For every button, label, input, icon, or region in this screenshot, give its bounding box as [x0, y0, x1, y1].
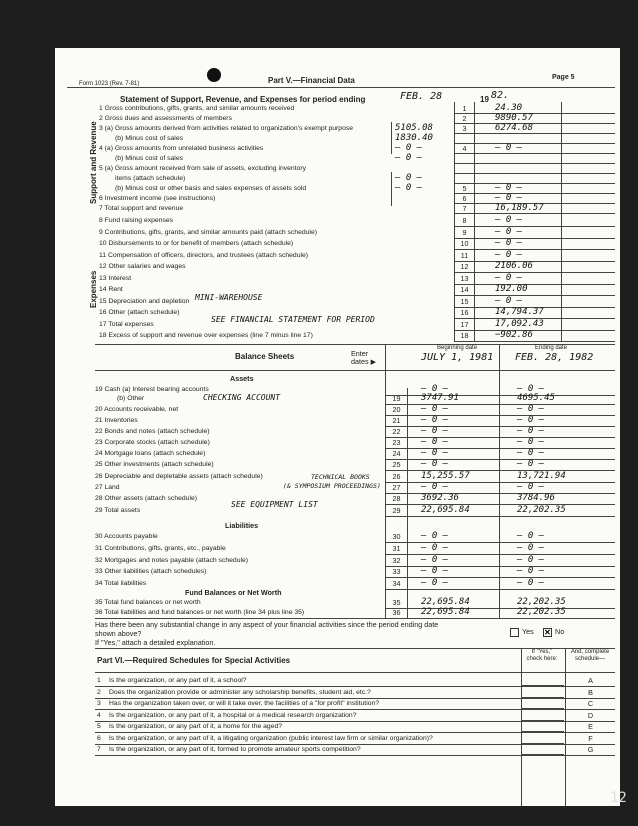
balance-end-value[interactable]: — 0 —: [517, 437, 545, 447]
balance-begin-value[interactable]: — 0 —: [421, 415, 449, 425]
revenue-row-rule: [454, 213, 615, 214]
no-checkbox[interactable]: ✕: [544, 628, 551, 637]
balance-row-number: 22: [392, 427, 401, 436]
balance-begin-value[interactable]: — 0 —: [421, 555, 449, 565]
revenue-line-label: (b) Minus cost of sales: [115, 155, 183, 162]
revenue-line-label: 3 (a) Gross amounts derived from activities related to organization's exempt purpose: [99, 125, 354, 132]
revenue-row-rule: [454, 113, 615, 114]
expense-line-label: 11 Compensation of officers, directors, and trustees (attach schedule): [99, 251, 309, 259]
balance-end-value[interactable]: — 0 —: [517, 459, 545, 469]
expense-line-number: 10: [460, 239, 469, 248]
revenue-line-label: 6 Investment income (see instructions): [99, 195, 216, 202]
balance-end-value[interactable]: 4695.45: [517, 393, 555, 403]
part6-schedule-col: And, complete schedule—: [570, 649, 610, 662]
part6-question-number: 4: [97, 711, 101, 719]
balance-row-rule: [385, 437, 615, 438]
balance-row-rule: [385, 589, 615, 590]
balance-begin-value[interactable]: 15,255.57: [421, 471, 470, 481]
expense-line-label: 9 Contributions, gifts, grants, and similar amounts paid (attach schedule): [99, 228, 317, 236]
balance-row-number: 20: [392, 405, 401, 414]
balance-row-label: 21 Inventories: [95, 417, 138, 424]
expense-line-label: 17 Total expenses: [99, 320, 154, 328]
punch-hole-icon: [207, 68, 221, 82]
expenses-side-label: Expenses: [89, 270, 98, 308]
revenue-line-value[interactable]: 6274.68: [495, 123, 533, 133]
part6-check-cell[interactable]: [522, 698, 564, 709]
balance-row-label: 20 Accounts receivable, net: [95, 406, 179, 413]
part6-schedule-letter: E: [588, 722, 593, 731]
balance-row-rule: [385, 542, 615, 543]
expense-row-rule: [454, 226, 615, 227]
expense-line-value[interactable]: 2106.06: [495, 261, 533, 271]
balance-row-number: 19: [392, 394, 401, 403]
balance-row-rule: [385, 516, 615, 517]
beginning-date-label: Beginning date: [437, 345, 478, 351]
balance-begin-value[interactable]: — 0 —: [421, 448, 449, 458]
balance-row-number: 32: [392, 556, 401, 565]
balance-row-number: 29: [392, 506, 401, 515]
balance-row-rule: [385, 448, 615, 449]
revenue-line-label: 5 (a) Gross amount received from sale of assets, excluding inventory: [99, 165, 307, 172]
revenue-row-rule: [454, 143, 615, 144]
balance-row-rule: [385, 404, 615, 405]
expense-line-label: 15 Depreciation and depletion: [99, 297, 190, 305]
balance-begin-value[interactable]: — 0 —: [421, 531, 449, 541]
balance-row-rule: [385, 504, 615, 505]
part6-check-cell[interactable]: [522, 744, 564, 755]
balance-begin-value[interactable]: 22,695.84: [421, 505, 470, 515]
part6-schedule-letter: D: [587, 710, 594, 720]
expense-row-rule: [454, 330, 615, 331]
balance-begin-value[interactable]: — 0 —: [421, 459, 449, 469]
balance-begin-value[interactable]: — 0 —: [421, 426, 449, 436]
revenue-line-value[interactable]: 9890.57: [495, 113, 533, 123]
expense-line-number: 16: [460, 308, 469, 317]
balance-row-label: 27 Land: [95, 484, 120, 491]
change-question-line1: Has there been any substantial change in any aspect of your financial activities since the period ending date: [95, 620, 439, 629]
part6-question: Is the organization, or any part of it, formed to promote amateur sports competition?: [109, 746, 361, 753]
expense-line-number: 14: [460, 285, 469, 294]
balance-end-value[interactable]: — 0 —: [517, 566, 545, 576]
balance-row-label: 25 Other investments (attach schedule): [95, 461, 214, 468]
revenue-line-label: 1 Gross contributions, gifts, grants, and similar amounts received: [99, 105, 295, 112]
ending-date: FEB. 28, 1982: [515, 352, 594, 363]
balance-row-label: 31 Contributions, gifts, grants, etc., payable: [95, 545, 226, 552]
rent-note: MINI-WAREHOUSE: [195, 293, 263, 302]
revenue-line-value[interactable]: — 0 —: [495, 143, 523, 153]
revenue-row-rule: [454, 123, 615, 124]
revenue-line-subvalue[interactable]: — 0 —: [395, 143, 423, 153]
expense-line-value[interactable]: — 0 —: [495, 272, 523, 283]
balance-row-label: (b) Other: [117, 395, 145, 402]
part6-question-number: 1: [97, 677, 101, 684]
part6-check-cell[interactable]: [522, 675, 564, 686]
revenue-line-number: 1: [462, 104, 467, 113]
balance-begin-value[interactable]: — 0 —: [421, 566, 449, 576]
balance-end-value[interactable]: 22,202.35: [517, 607, 566, 617]
expense-line-value[interactable]: — 0 —: [495, 238, 523, 248]
year-suffix: 82.: [491, 90, 510, 101]
revenue-row-rule: [454, 133, 615, 134]
beginning-date: JULY 1, 1981: [421, 352, 494, 363]
statement-title: Statement of Support, Revenue, and Expenses for period ending: [120, 95, 366, 104]
change-question-line2: shown above?: [95, 629, 142, 638]
revenue-line-subvalue[interactable]: 1830.40: [395, 133, 433, 143]
support-revenue-side-label: Support and Revenue: [89, 121, 98, 204]
form-number: Form 1023 (Rev. 7-81): [79, 81, 140, 87]
balance-begin-value[interactable]: — 0 —: [421, 482, 449, 492]
balance-row-rule: [385, 415, 615, 416]
no-label: No: [555, 627, 565, 636]
balance-begin-value[interactable]: 3692.36: [421, 493, 459, 503]
balance-row-label: 22 Bonds and notes (attach schedule): [95, 428, 210, 435]
revenue-line-label: 4 (a) Gross amounts from unrelated business activities: [99, 145, 264, 152]
balance-row-rule: [385, 459, 615, 460]
balance-begin-value[interactable]: 22,695.84: [421, 607, 470, 617]
balance-begin-value[interactable]: — 0 —: [421, 543, 449, 553]
balance-end-value[interactable]: — 0 —: [517, 404, 545, 414]
balance-end-value[interactable]: 13,721.94: [517, 471, 566, 481]
balance-row-number: 24: [392, 449, 401, 458]
balance-row-rule: [385, 426, 615, 427]
balance-row-number: 23: [392, 438, 401, 447]
expense-line-number: 18: [460, 331, 469, 340]
balance-row-number: 26: [392, 472, 401, 481]
expense-line-value[interactable]: — 0 —: [495, 295, 523, 306]
part6-check-cell[interactable]: [522, 687, 564, 698]
balance-row-rule: [385, 608, 615, 609]
expense-line-number: 8: [462, 216, 467, 225]
yes-label: Yes: [522, 627, 534, 636]
form-page: [55, 48, 620, 806]
balance-end-value[interactable]: 3784.96: [517, 493, 555, 503]
balance-row-label: 19 Cash (a) Interest bearing accounts: [95, 386, 209, 393]
revenue-line-number: 4: [462, 144, 467, 153]
balance-end-value[interactable]: — 0 —: [517, 482, 545, 492]
year-prefix: 19: [480, 95, 489, 104]
expense-line-number: 9: [462, 227, 467, 237]
revenue-line-label: (b) Minus cost of sales: [115, 135, 183, 142]
revenue-line-label: items (attach schedule): [115, 175, 186, 182]
part6-question: Is the organization, or any part of it, a school?: [109, 677, 247, 684]
balance-row-rule: [385, 577, 615, 578]
balance-row-label: 33 Other liabilities (attach schedules): [95, 568, 207, 575]
part6-question-number: 5: [97, 723, 101, 730]
balance-end-value[interactable]: 22,202.35: [517, 505, 566, 515]
balance-begin-value[interactable]: 22,695.84: [421, 597, 470, 607]
expense-row-rule: [454, 284, 615, 285]
fund-balances-heading: Fund Balances or Net Worth: [185, 588, 282, 597]
part6-question: Is the organization, or any part of it, a home for the aged?: [109, 723, 283, 730]
part6-check-col: If "Yes," check here:: [526, 649, 558, 662]
liabilities-heading: Liabilities: [225, 521, 259, 530]
part6-schedule-letter: G: [587, 745, 594, 754]
change-question-line3: If "Yes," attach a detailed explanation.: [95, 638, 216, 647]
part6-question: Does the organization provide or administer any scholarship benefits, student aid, etc.?: [109, 688, 371, 696]
part6-schedule-letter: C: [587, 699, 594, 708]
part6-question: Is the organization, or any part of it, a hospital or a medical research organization?: [109, 711, 357, 719]
expense-line-label: 8 Fund raising expenses: [99, 217, 174, 224]
part6-schedule-letter: A: [588, 676, 593, 685]
revenue-line-label: 7 Total support and revenue: [99, 205, 184, 212]
balance-row-rule: [385, 395, 615, 396]
depreciable-note-2: (& SYMPOSIUM PROCEEDINGS): [283, 482, 381, 490]
balance-row-label: 36 Total liabilities and fund balances or net worth (line 34 plus line 35): [95, 609, 305, 616]
expense-line-value[interactable]: — 0 —: [495, 215, 523, 225]
balance-row-rule: [385, 493, 615, 494]
expense-line-value[interactable]: 192.00: [495, 284, 528, 294]
expense-row-rule: [454, 341, 615, 342]
period-end-date: FEB. 28: [400, 91, 443, 102]
balance-row-label: 30 Accounts payable: [95, 533, 158, 540]
balance-row-number: 25: [392, 460, 401, 469]
part6-check-cell[interactable]: [522, 710, 564, 721]
part6-check-cell[interactable]: [522, 733, 564, 744]
expense-row-rule: [454, 272, 615, 273]
balance-end-value[interactable]: — 0 —: [517, 531, 545, 541]
balance-end-value[interactable]: — 0 —: [517, 448, 545, 458]
expense-line-value[interactable]: — 0 —: [495, 226, 523, 237]
part-title: Part V.—Financial Data: [268, 76, 355, 85]
revenue-line-subvalue[interactable]: — 0 —: [395, 183, 423, 193]
balance-begin-value[interactable]: — 0 —: [421, 578, 449, 588]
balance-row-number: 33: [392, 567, 401, 576]
part6-schedule-letter: B: [588, 687, 593, 697]
revenue-line-subvalue[interactable]: — 0 —: [395, 153, 423, 163]
balance-row-label: 28 Other assets (attach schedule): [95, 495, 198, 502]
balance-row-label: 35 Total fund balances or net worth: [95, 599, 201, 606]
corner-mark: 12: [610, 790, 627, 806]
expense-line-label: 12 Other salaries and wages: [99, 263, 186, 270]
balance-row-number: 21: [392, 416, 401, 425]
expense-row-rule: [454, 295, 615, 296]
other-expenses-note: SEE FINANCIAL STATEMENT FOR PERIOD: [211, 315, 375, 324]
balance-row-number: 34: [392, 579, 401, 588]
part6-question-number: 6: [97, 734, 101, 742]
balance-row-label: 32 Mortgages and notes payable (attach schedule): [95, 557, 249, 564]
balance-end-value[interactable]: 22,202.35: [517, 597, 566, 607]
part6-question-number: 7: [97, 746, 101, 753]
other-assets-note: SEE EQUIPMENT LIST: [231, 500, 318, 509]
expense-line-number: 17: [460, 319, 469, 329]
expense-line-label: 14 Rent: [99, 286, 123, 293]
balance-row-label: 24 Mortgage loans (attach schedule): [95, 450, 206, 457]
balance-row-rule: [385, 482, 615, 483]
balance-row-number: 30: [392, 532, 401, 541]
balance-row-label: 34 Total liabilities: [95, 580, 147, 587]
balance-row-rule: [385, 554, 615, 555]
expense-line-value[interactable]: 17,092.43: [495, 318, 544, 329]
part6-question-number: 2: [97, 688, 101, 696]
expense-row-rule: [454, 238, 615, 239]
expense-line-number: 15: [460, 296, 469, 306]
balance-row-number: 35: [392, 598, 401, 607]
revenue-line-number: 7: [462, 204, 467, 213]
part6-title: Part VI.—Required Schedules for Special Activities: [97, 656, 291, 665]
revenue-line-subvalue[interactable]: — 0 —: [395, 173, 423, 183]
part6-check-cell[interactable]: [522, 721, 564, 732]
part6-question: Is the organization, or any part of it, a litigating organization (public interest law firm or similar organization)?: [109, 734, 433, 742]
balance-begin-value[interactable]: — 0 —: [421, 437, 449, 447]
balance-end-value[interactable]: — 0 —: [517, 426, 545, 436]
balance-row-rule: [385, 470, 615, 471]
balance-row-label: 29 Total assets: [95, 507, 141, 514]
revenue-row-rule: [454, 173, 615, 174]
checking-note: CHECKING ACCOUNT: [203, 393, 281, 402]
expense-line-value[interactable]: −902.86: [495, 330, 533, 340]
enter-dates-label: Enter dates ▶: [351, 349, 377, 366]
revenue-line-label: 2 Gross dues and assessments of members: [99, 115, 232, 122]
balance-row-number: 36: [392, 608, 401, 617]
revenue-line-number: 2: [462, 114, 467, 123]
balance-row-number: 28: [392, 494, 401, 503]
part6-question: Has the organization taken over, or will it take over, the facilities of a "for profit" institution?: [109, 700, 380, 707]
expense-line-value[interactable]: — 0 —: [495, 249, 523, 260]
balance-end-value[interactable]: — 0 —: [517, 555, 545, 565]
expense-row-rule: [454, 249, 615, 250]
balance-end-value[interactable]: — 0 —: [517, 384, 545, 394]
revenue-row-rule: [454, 183, 615, 184]
assets-heading: Assets: [230, 374, 254, 383]
revenue-line-value[interactable]: 24.30: [495, 103, 523, 113]
balance-row-number: 31: [392, 544, 401, 553]
revenue-row-rule: [454, 163, 615, 164]
balance-end-value[interactable]: — 0 —: [517, 578, 545, 588]
revenue-line-subvalue[interactable]: 5105.08: [395, 123, 433, 133]
expense-row-rule: [454, 261, 615, 262]
revenue-line-value[interactable]: 16,189.57: [495, 203, 544, 213]
ending-date-label: Ending date: [535, 345, 568, 351]
expense-line-number: 12: [460, 262, 469, 271]
revenue-line-number: 3: [462, 124, 467, 133]
revenue-line-label: (b) Minus cost or other basis and sales expenses of assets sold: [115, 185, 307, 192]
expense-line-value[interactable]: 14,794.37: [495, 307, 544, 317]
expense-line-label: 13 Interest: [99, 274, 132, 282]
revenue-line-number: 6: [462, 194, 467, 203]
revenue-line-number: 5: [462, 184, 467, 193]
expense-line-label: 16 Other (attach schedule): [99, 309, 180, 316]
balance-begin-value[interactable]: — 0 —: [421, 384, 449, 394]
balance-begin-value[interactable]: — 0 —: [421, 404, 449, 414]
revenue-row-rule: [454, 193, 615, 194]
balance-row-rule: [385, 566, 615, 567]
balance-row-label: 23 Corporate stocks (attach schedule): [95, 439, 210, 446]
depreciable-note-1: TECHNICAL BOOKS: [311, 473, 370, 481]
part6-schedule-letter: F: [588, 733, 593, 743]
expense-line-label: 10 Disbursements to or for benefit of members (attach schedule): [99, 240, 294, 247]
balance-end-value[interactable]: — 0 —: [517, 543, 545, 553]
expense-line-number: 11: [460, 250, 469, 260]
expense-line-label: 18 Excess of support and revenue over expenses (line 7 minus line 17): [99, 332, 313, 339]
balance-row-label: 26 Depreciable and depletable assets (attach schedule): [95, 473, 263, 480]
page-number: Page 5: [552, 74, 575, 81]
revenue-line-value[interactable]: — 0 —: [495, 193, 523, 203]
balance-sheets-title: Balance Sheets: [235, 352, 295, 361]
balance-row-number: 27: [392, 483, 401, 492]
part6-row-rule: [95, 755, 615, 756]
revenue-line-value[interactable]: — 0 —: [495, 183, 523, 193]
yes-checkbox[interactable]: [510, 628, 519, 637]
balance-end-value[interactable]: — 0 —: [517, 415, 545, 425]
revenue-row-rule: [454, 153, 615, 154]
expense-line-number: 13: [460, 273, 469, 283]
part6-question-number: 3: [97, 700, 101, 707]
balance-begin-value[interactable]: 3747.91: [421, 393, 459, 403]
